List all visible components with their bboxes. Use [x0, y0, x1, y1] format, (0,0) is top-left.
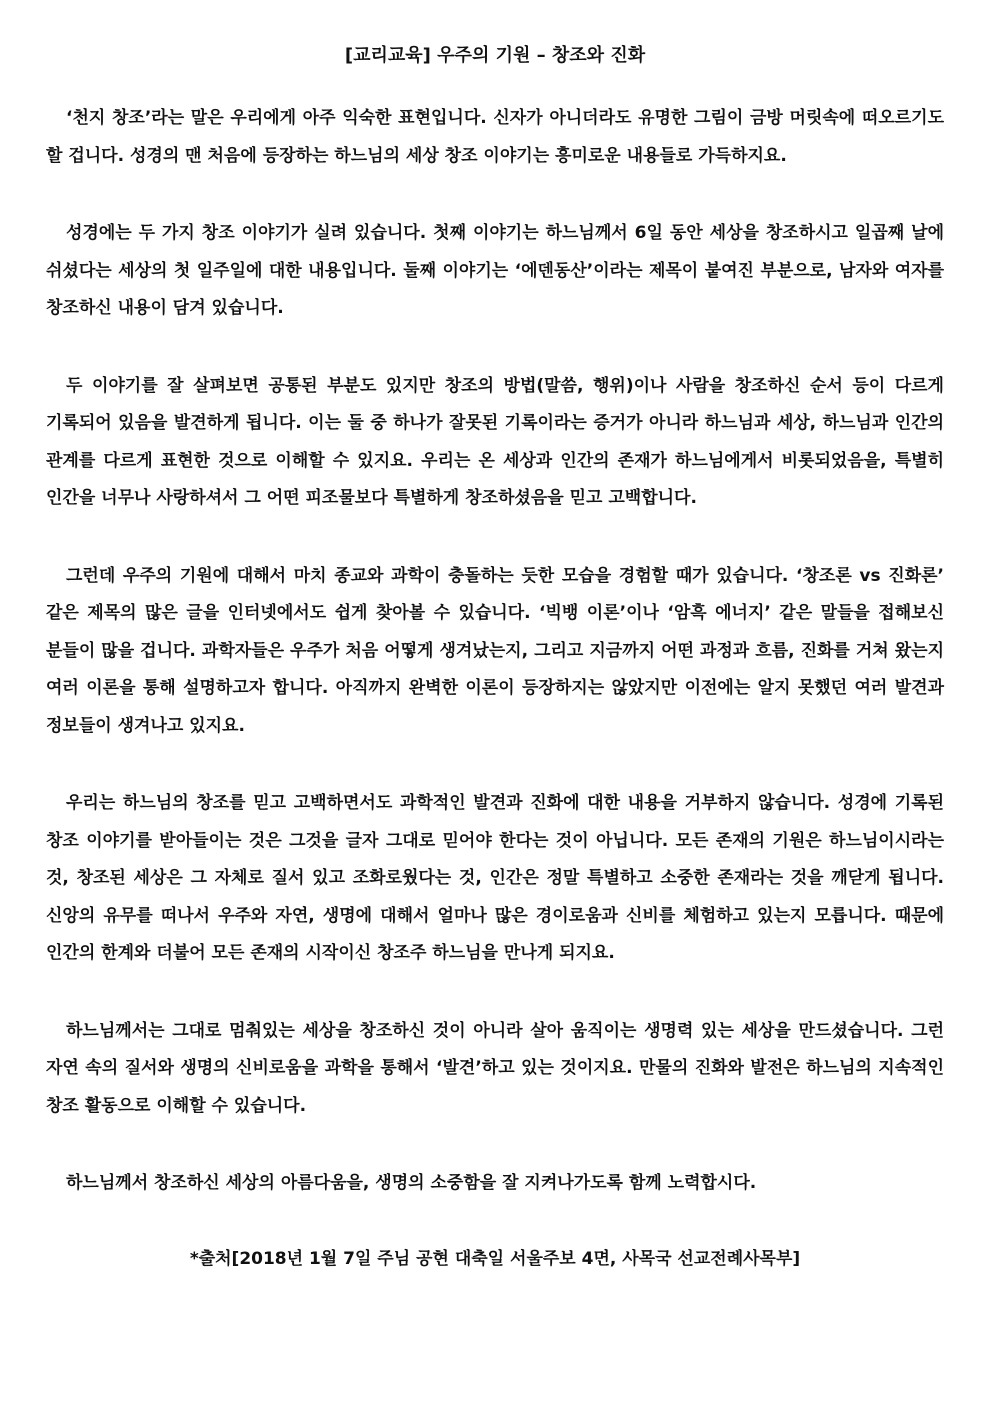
paragraph-7: 하느님께서 창조하신 세상의 아름다움을, 생명의 소중함을 잘 지켜나가도록 함께 노력합시다. — [66, 1173, 757, 1193]
paragraph-5: 우리는 하느님의 창조를 믿고 고백하면서도 과학적인 발견과 진화에 대한 내용을 거부하지 않습니다. 성경에 기록된 창조 이야기를 받아들이는 것은 그것을 글자 그대로 믿어야 한다는 것이 아닙니다. 모든 존재의 기원은 하느님이시라는 것, 창조된 세상은 그 자체로 질서 있고 조화로웠다는 것, 인간은 정말 특별하고 소중한 존재라는 것을 깨닫게 됩니다. 신앙의 유무를 떠나서 우주와 자연, 생명에 대해서 얼마나 많은 경이로움과 신비를 체험하고 있는지 모릅니다. 때문에 인간의 한계와 더불어 모든 존재의 시작이신 창조주 하느님을 만나게 되지요. — [46, 793, 944, 963]
paragraph-4: 그런데 우주의 기원에 대해서 마치 종교와 과학이 충돌하는 듯한 모습을 경험할 때가 있습니다. ‘창조론 vs 진화론’ 같은 제목의 많은 글을 인터넷에서도 쉽게 찾아볼 수 있습니다. ‘빅뱅 이론’이나 ‘암흑 에너지’ 같은 말들을 접해보신 분들이 많을 겁니다. 과학자들은 우주가 처음 어떻게 생겨났는지, 그리고 지금까지 어떤 과정과 흐름, 진화를 거쳐 왔는지 여러 이론을 통해 설명하고자 합니다. 아직까지 완벽한 이론이 등장하지는 않았지만 이전에는 알지 못했던 여러 발견과 정보들이 생겨나고 있지요. — [46, 565, 944, 736]
document-title: [교리교육] 우주의 기원 – 창조와 진화 — [344, 45, 646, 66]
paragraph-2: 성경에는 두 가지 창조 이야기가 실려 있습니다. 첫째 이야기는 하느님께서 6일 동안 세상을 창조하시고 일곱째 날에 쉬셨다는 세상의 첫 일주일에 대한 내용입니다. 둘째 이야기는 ‘에덴동산’이라는 제목이 붙여진 부분으로, 남자와 여자를 창조하신 내용이 담겨 있습니다. — [46, 223, 944, 318]
paragraph-6: 하느님께서는 그대로 멈춰있는 세상을 창조하신 것이 아니라 살아 움직이는 생명력 있는 세상을 만드셨습니다. 그런 자연 속의 질서와 생명의 신비로움을 과학을 통해서 ‘발견’하고 있는 것이지요. 만물의 진화와 발전은 하느님의 지속적인 창조 활동으로 이해할 수 있습니다. — [46, 1020, 944, 1116]
paragraph-1: ‘천지 창조’라는 말은 우리에게 아주 익숙한 표현입니다. 신자가 아니더라도 유명한 그림이 금방 머릿속에 떠오르기도 할 겁니다. 성경의 맨 처음에 등장하는 하느님의 세상 창조 이야기는 흥미로운 내용들로 가득하지요. — [46, 108, 944, 166]
paragraph-3: 두 이야기를 잘 살펴보면 공통된 부분도 있지만 창조의 방법(말씀, 행위)이나 사람을 창조하신 순서 등이 다르게 기록되어 있음을 발견하게 됩니다. 이는 둘 중 하나가 잘못된 기록이라는 증거가 아니라 하느님과 세상, 하느님과 인간의 관계를 다르게 표현한 것으로 이해할 수 있지요. 우리는 온 세상과 인간의 존재가 하느님에게서 비롯되었음을, 특별히 인간을 너무나 사랑하셔서 그 어떤 피조물보다 특별하게 창조하셨음을 믿고 고백합니다. — [46, 375, 944, 508]
source-citation: *출처[2018년 1월 7일 주님 공현 대축일 서울주보 4면, 사목국 선교전례사목부] — [189, 1248, 801, 1269]
document-page — [46, 40, 944, 1275]
